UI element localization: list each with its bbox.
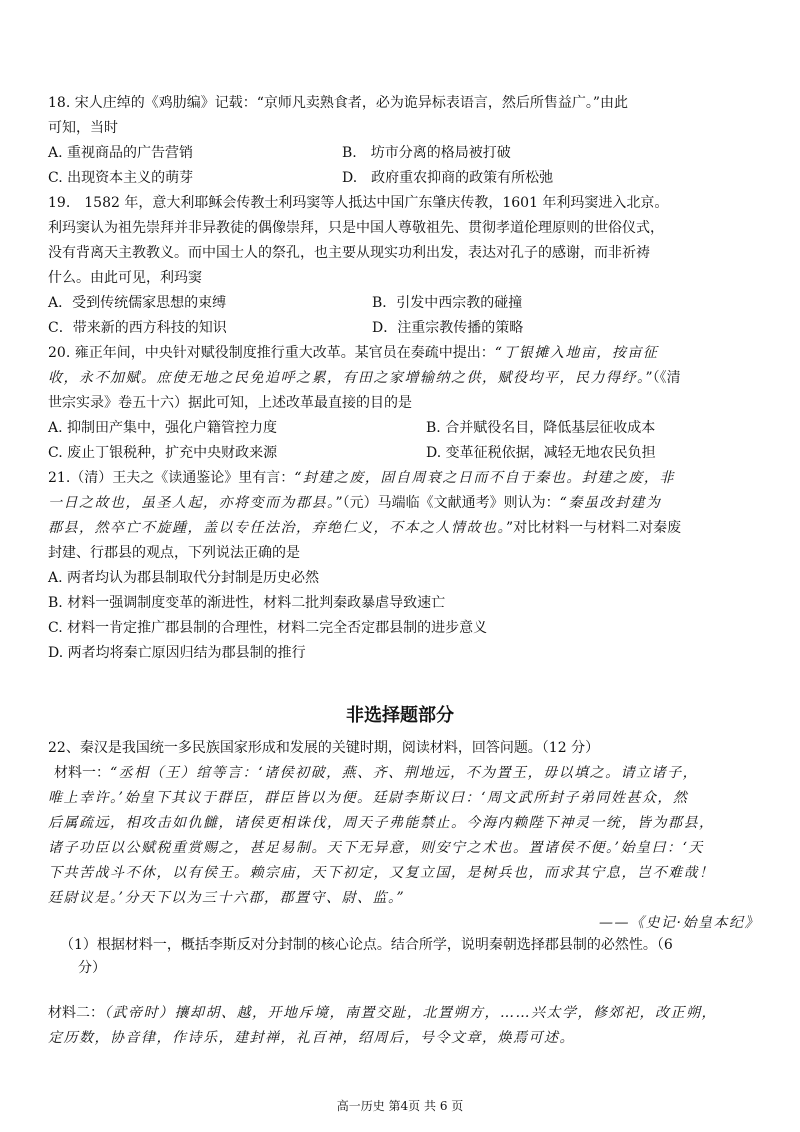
- q19-stem-line4: 什么。由此可见，利玛窦: [48, 270, 202, 286]
- q21-option-a: A. 两者均认为郡县制取代分封制是历史必然: [48, 570, 320, 586]
- q18-stem-line1: 18. 宋人庄绰的《鸡肋编》记载：“京师凡卖熟食者，必为诡异标表语言，然后所售益广。”由此: [48, 95, 629, 111]
- q21-citation: ”（元）马端临《文献通考》则认为：: [335, 495, 560, 511]
- q21-stem-line1-text: 21.（清）王夫之《读通鉴论》里有言：: [48, 470, 295, 486]
- q18-stem-line2: 可知，当时: [48, 120, 118, 136]
- q21-option-b: B. 材料一强调制度变革的渐进性，材料二批判秦政暴虐导致速亡: [48, 595, 446, 611]
- q19-stem-line3: 没有背离天主教教义。而中国士人的祭孔，也主要从现实功利出发，表达对孔子的感谢，而非祈祷: [48, 245, 650, 261]
- q21-stem-line2: [48, 493, 760, 513]
- q22-material1-line4: 诸子功臣以公赋税重赏赐之，甚足易制。天下无异意，则安宁之术也。置诸侯不便。’始皇曰：‘天: [48, 840, 704, 856]
- q19-option-b: B．引发中西宗教的碰撞: [372, 295, 523, 311]
- q21-stem-line4: 封建、行郡县的观点，下列说法正确的是: [48, 545, 300, 561]
- q21-option-c: C. 材料一肯定推广郡县制的合理性，材料二完全否定郡县制的进步意义: [48, 620, 488, 636]
- q22-material1-line6: 廷尉议是。’分天下以为三十六郡，郡置守、尉、监。”: [48, 890, 406, 906]
- q20-stem-line1-text: 20. 雍正年间，中央针对赋役制度推行重大改革。某官员在奏疏中提出：: [48, 345, 495, 361]
- q21-quote-line1: “封建之废，固自周衰之日而不自于秦也。封建之废，非: [294, 470, 675, 486]
- q21-stem-line1: [48, 468, 760, 488]
- q21-quote-line3: 郡县，然卒亡不旋踵，盖以专任法治，弃绝仁义，不本之人情故也。: [48, 520, 506, 536]
- q20-option-b: B. 合并赋役名目，降低基层征收成本: [426, 420, 656, 436]
- q21-quote-line2b: “秦虽改封建为: [559, 495, 662, 511]
- page-footer: 高一历史 第4页 共 6 页: [336, 1099, 464, 1113]
- q22-material2-line1: [48, 1003, 760, 1023]
- q22-material1-line1: [54, 763, 760, 783]
- q22-material1-line3: 后属疏远，相攻击如仇雠，诸侯更相诛伐，周天子弗能禁止。今海内赖陛下神灵一统，皆为郡县，: [48, 815, 715, 831]
- q19-option-a: A．受到传统儒家思想的束缚: [48, 295, 227, 311]
- q20-quote-line1: “丁银摊入地亩，按亩征: [494, 345, 659, 361]
- q22-sub1-line1: （1）根据材料一，概括李斯反对分封制的核心论点。结合所学，说明秦朝选择郡县制的必然性。（6: [60, 937, 673, 953]
- q22-material1-text1: “丞相（王）绾等言：‘诸侯初破，燕、齐、荆地远，不为置王，毋以填之。请立诸子，: [110, 765, 699, 781]
- q22-material2-label: 材料二：: [48, 1005, 104, 1021]
- q20-quote-line2: 收，永不加赋。庶使无地之民免追呼之累，有田之家增输纳之供，赋役均平，民力得纾。: [48, 370, 646, 386]
- q20-citation-start: ”（《清: [645, 370, 681, 386]
- q22-material2-text1: （武帝时）攘却胡、越，开地斥境，南置交趾，北置朔方，……兴太学，修郊祀，改正朔，: [104, 1005, 717, 1021]
- q19-option-c: C．带来新的西方科技的知识: [48, 320, 227, 336]
- q18-option-d: D. 政府重农抑商的政策有所松弛: [342, 170, 554, 186]
- q21-quote-line2: 一日之故也，虽圣人起，亦将变而为郡县。: [48, 495, 336, 511]
- q18-option-a: A. 重视商品的广告营销: [48, 145, 194, 161]
- q18-option-c: C. 出现资本主义的萌芽: [48, 170, 194, 186]
- q20-stem-line3: 世宗实录》卷五十六）据此可知，上述改革最直接的目的是: [48, 395, 412, 411]
- q22-material1-label: 材料一：: [54, 765, 110, 781]
- q20-option-a: A. 抑制田产集中，强化户籍管控力度: [48, 420, 278, 436]
- q22-material2-line2: 定历数，协音律，作诗乐，建封禅，礼百神，绍周后，号令文章，焕焉可述。: [48, 1030, 575, 1046]
- q20-stem-line1: [48, 343, 760, 363]
- q19-stem-line2: 利玛窦认为祖先崇拜并非异教徒的偶像崇拜，只是中国人尊敬祖先、贯彻孝道伦理原则的世俗仪式，: [48, 220, 664, 236]
- section-title: 非选择题部分: [346, 705, 454, 726]
- q22-material1-line2: 唯上幸许。’始皇下其议于群臣，群臣皆以为便。廷尉李斯议曰：‘周文武所封子弟同姓甚众，然: [48, 790, 689, 806]
- q20-stem-line2: [48, 368, 760, 388]
- q22-sub1-line2: 分）: [78, 960, 106, 976]
- q22-intro: 22、秦汉是我国统一多民族国家形成和发展的关键时期，阅读材料，回答问题。（12 分）: [48, 740, 600, 756]
- q21-stem-line3: [48, 518, 760, 538]
- q19-option-d: D．注重宗教传播的策略: [372, 320, 524, 336]
- q22-material1-line5: 下共苦战斗不休，以有侯王。赖宗庙，天下初定，又复立国，是树兵也，而求其宁息，岂不难哉！: [48, 865, 715, 881]
- q20-option-c: C. 废止丁银税种，扩充中央财政来源: [48, 445, 278, 461]
- q21-option-d: D. 两者均将秦亡原因归结为郡县制的推行: [48, 645, 306, 661]
- q22-material1-source: ——《史记·始皇本纪》: [599, 915, 760, 931]
- q18-option-b: B. 坊市分离的格局被打破: [342, 145, 511, 161]
- q19-stem-line1: 19. 1582 年，意大利耶稣会传教士利玛窦等人抵达中国广东肇庆传教，1601 年利玛窦进入北京。: [48, 195, 669, 211]
- q20-option-d: D. 变革征税依据，减轻无地农民负担: [426, 445, 656, 461]
- q21-stem-line3-text: ”对比材料一与材料二对秦废: [506, 520, 682, 536]
